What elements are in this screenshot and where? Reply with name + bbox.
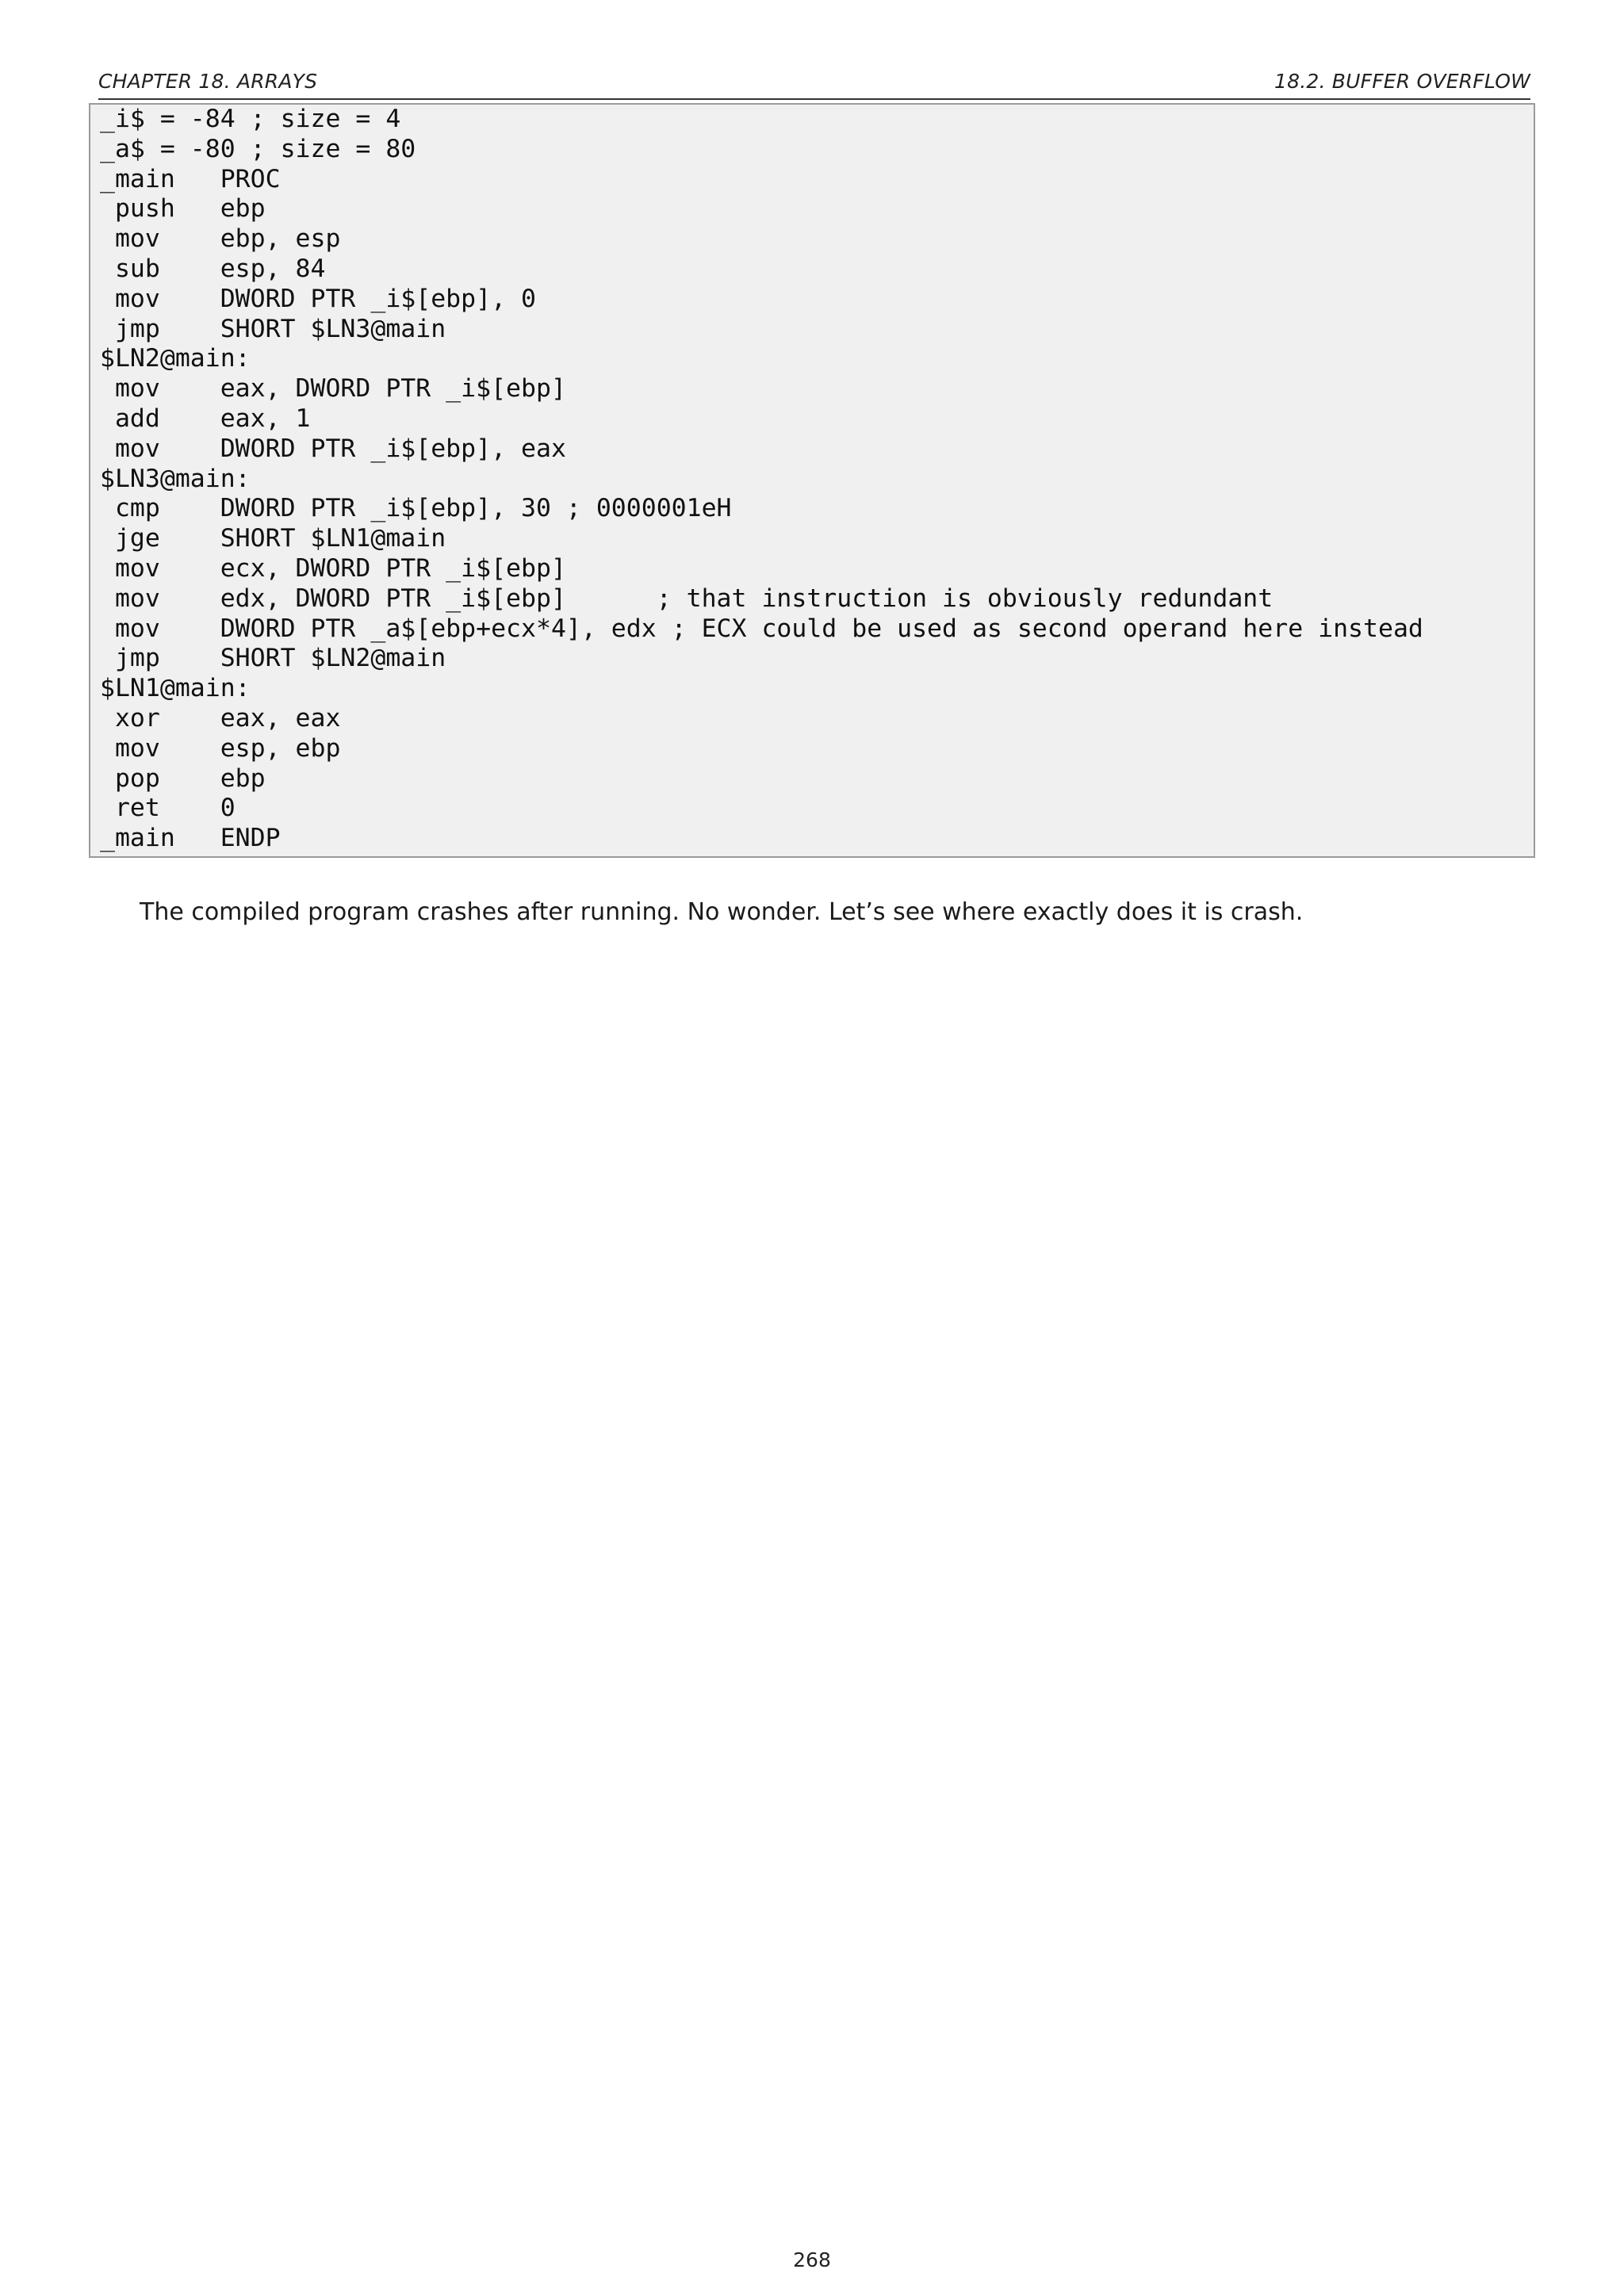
code-line: mov ecx, DWORD PTR _i$[ebp]	[100, 553, 566, 583]
code-line: jge SHORT $LN1@main	[100, 524, 446, 553]
code-line: mov DWORD PTR _a$[ebp+ecx*4], edx ; ECX could be used as second operand here instead	[100, 614, 1423, 643]
section-title: 18.2. BUFFER OVERFLOW	[1274, 70, 1530, 93]
code-line: jmp SHORT $LN2@main	[100, 644, 446, 673]
code-line: push ebp	[100, 194, 266, 224]
code-line: cmp DWORD PTR _i$[ebp], 30 ; 0000001eH	[100, 494, 732, 523]
code-line: $LN3@main:	[100, 464, 251, 493]
code-line: xor eax, eax	[100, 703, 341, 733]
code-line: $LN2@main:	[100, 344, 251, 373]
code-block	[100, 105, 1423, 854]
code-line: _a$ = -80 ; size = 80	[100, 134, 416, 163]
code-listing	[89, 103, 1535, 858]
body-paragraph: The compiled program crashes after running. No wonder. Let’s see where exactly does it is crash.	[140, 898, 1304, 926]
code-line: mov ebp, esp	[100, 224, 341, 254]
code-line: mov esp, ebp	[100, 733, 341, 763]
code-line: _main ENDP	[100, 824, 281, 853]
code-line: mov eax, DWORD PTR _i$[ebp]	[100, 374, 566, 404]
code-line: pop ebp	[100, 763, 266, 793]
code-line: mov DWORD PTR _i$[ebp], 0	[100, 284, 536, 313]
code-line: jmp SHORT $LN3@main	[100, 314, 446, 343]
code-line: add eax, 1	[100, 404, 311, 433]
code-line: _main PROC	[100, 164, 281, 193]
code-line: sub esp, 84	[100, 254, 326, 283]
code-line: mov edx, DWORD PTR _i$[ebp] ; that instruction is obviously redundant	[100, 584, 1274, 613]
running-header	[98, 68, 1530, 100]
code-line: $LN1@main:	[100, 674, 251, 703]
code-line: mov DWORD PTR _i$[ebp], eax	[100, 434, 566, 463]
page-number: 268	[793, 2248, 831, 2271]
code-line: _i$ = -84 ; size = 4	[100, 105, 401, 133]
chapter-title: CHAPTER 18. ARRAYS	[98, 70, 318, 93]
code-line: ret 0	[100, 794, 236, 823]
